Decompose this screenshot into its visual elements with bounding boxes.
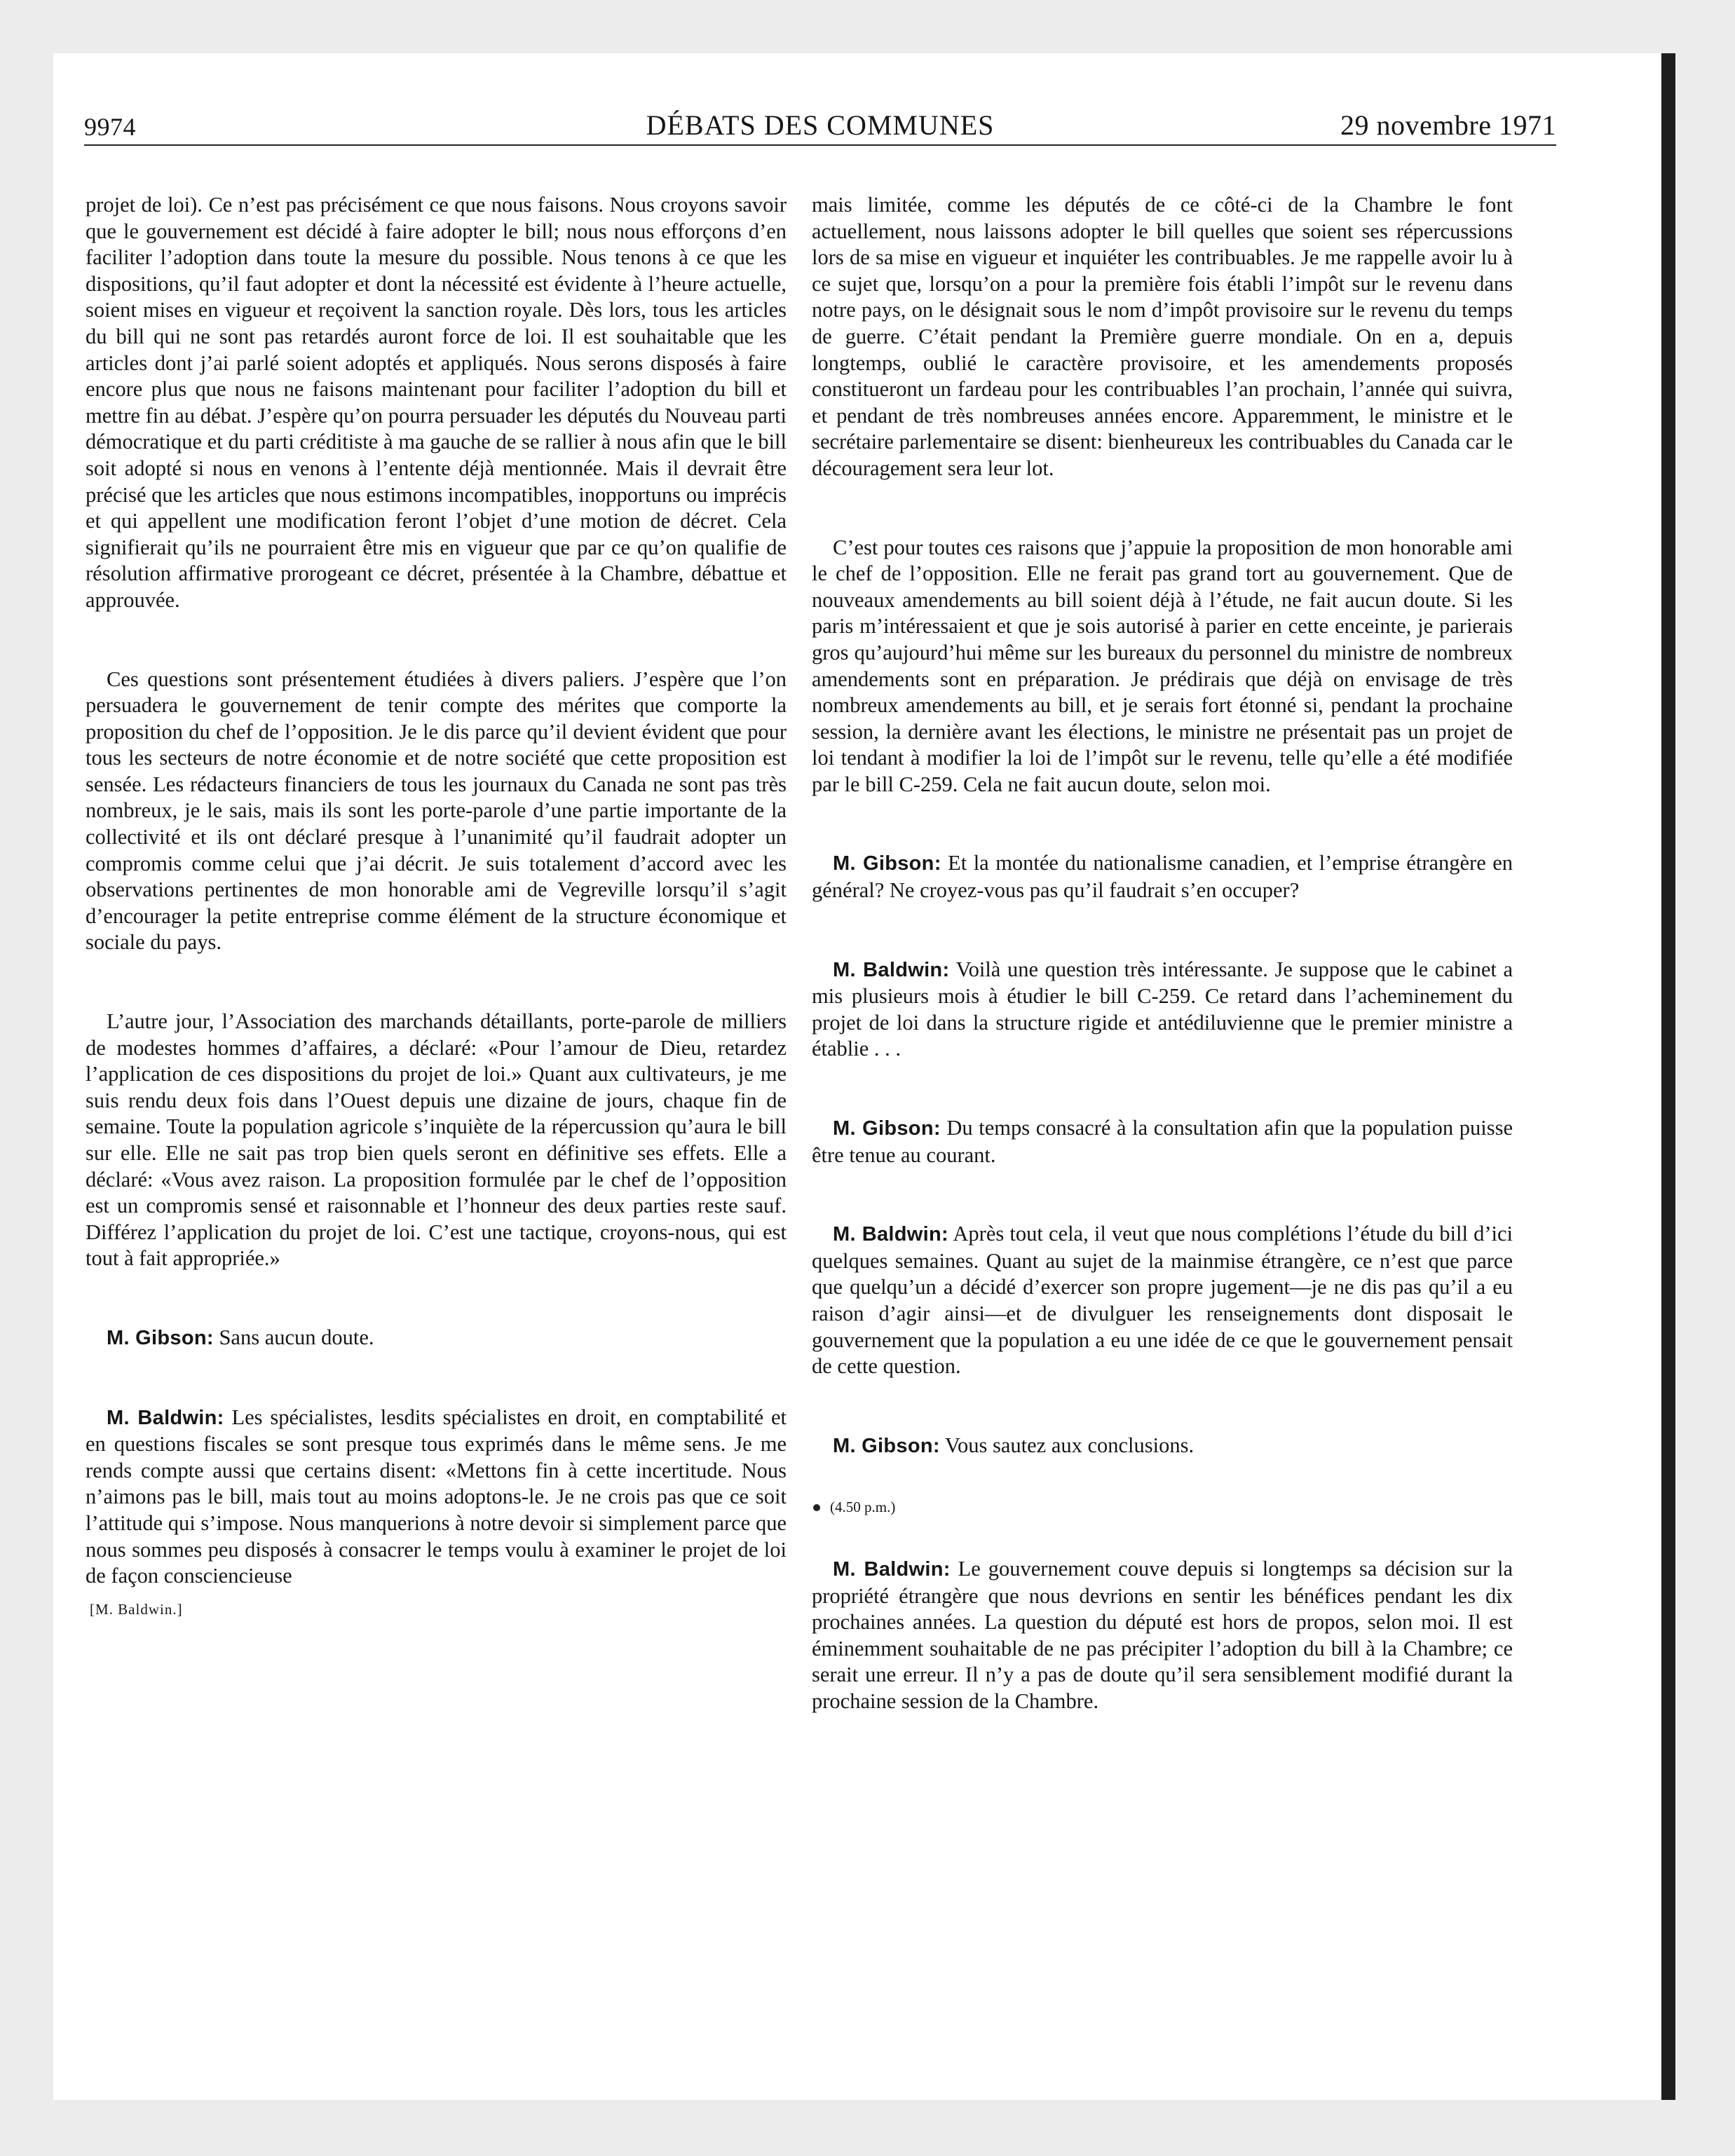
page-date: 29 novembre 1971 [1340,109,1556,141]
time-stamp-text: (4.50 p.m.) [830,1499,896,1516]
speaker-name: M. Baldwin: [107,1406,224,1429]
speaker-name: M. Gibson: [833,852,941,875]
speech-text: Sans aucun doute. [213,1325,374,1349]
bullet-icon [813,1504,820,1511]
speech-text: Voilà une question très intéressante. Je suppose que le cabinet a mis plusieurs mois à étudier le bill C-259. Ce retard dans l’acheminement du projet de loi dans la structure rigide et antédiluvienne que le premier ministre a établie . . . [812,957,1513,1061]
speech-paragraph [812,850,1513,903]
page-number: 9974 [84,113,136,141]
speaker-footnote: [M. Baldwin.] [90,1600,183,1618]
speech-text: Après tout cela, il veut que nous complétions l’étude du bill d’ici quelques semaines. Quant au sujet de la mainmise étrangère, ce n’est que parce que quelqu’un a décidé d’exercer son propre jugement—je ne dis pas qu’il a eu raison d’agir ainsi—et de divulguer les renseignements dont disposait le gouvernement que la population a eu une idée de ce que le gouvernement pensait de cette question. [812,1222,1513,1379]
speech-text: Le gouvernement couve depuis si longtemps sa décision sur la propriété étrangère que nous devrions en sentir les bénéfices pendant les dix prochaines années. La question du député est hors de propos, selon moi. Il est éminemment souhaitable de ne pas précipiter l’adoption du bill à la Chambre; ce serait une erreur. Il n’y a pas de doute qu’il sera sensiblement modifié durant la prochaine session de la Chambre. [812,1556,1513,1713]
speaker-name: M. Baldwin: [833,958,950,981]
speech-paragraph [86,1405,787,1590]
speaker-name: M. Gibson: [833,1434,940,1457]
paragraph: mais limitée, comme les députés de ce côté-ci de la Chambre le font actuellement, nous laissons adopter le bill quelles que soient ses répercussions lors de sa mise en vigueur et inquiéter les contribuables. Je me rappelle avoir lu à ce sujet que, lorsqu’on a pour la première fois établi l’impôt sur le revenu dans notre pays, on le désignait sous le nom d’impôt provisoire sur le revenu du temps de guerre. C’était pendant la Première guerre mondiale. On en a, depuis longtemps, oublié le caractère provisoire, et les amendements proposés constitueront un fardeau pour les contribuables l’an prochain, l’année qui suivra, et pendant de très nombreuses années encore. Apparemment, le ministre et le secrétaire parlementaire se disent: bienheureux les contribuables du Canada car le découragement sera leur lot. [812,193,1513,480]
time-stamp [813,1494,1513,1521]
speaker-name: M. Gibson: [833,1117,941,1140]
speech-paragraph [812,1433,1513,1460]
paragraph: Ces questions sont présentement étudiées à divers paliers. J’espère que l’on persuadera le gouvernement de tenir compte des mérites que comporte la proposition du chef de l’opposition. Je le dis parce qu’il devient évident que pour tous les secteurs de notre économie et de notre société que cette proposition est sensée. Les rédacteurs financiers de tous les journaux du Canada ne sont pas très nombreux, je le sais, mais ils sont les porte-parole d’une partie importante de la collectivité et ils ont déclaré presque à l’unanimité qu’il faudrait adopter un compromis comme celui que j’ai décrit. Je suis totalement d’accord avec les observations pertinentes de mon honorable ami de Vegreville lorsqu’il s’agit d’encourager la petite entreprise comme élément de la structure économique et sociale du pays. [86,667,787,955]
paragraph: L’autre jour, l’Association des marchands détaillants, porte-parole de milliers de modestes hommes d’affaires, a déclaré: «Pour l’amour de Dieu, retardez l’application de ces dispositions du projet de loi.» Quant aux cultivateurs, je me suis rendu deux fois dans l’Ouest depuis une dizaine de jours, chaque fin de semaine. Toute la population agricole s’inquiète de la répercussion qu’aura le bill sur elle. Elle ne sait pas trop bien quels seront en définitive ses effets. Elle a déclaré: «Vous avez raison. La proposition formulée par le chef de l’opposition est un compromis sensé et raisonnable et l’honneur des deux parties reste sauf. Différez l’application du projet de loi. C’est une tactique, croyons-nous, qui est tout à fait appropriée.» [86,1009,787,1271]
paragraph: projet de loi). Ce n’est pas précisément ce que nous faisons. Nous croyons savoir que le gouvernement est décidé à faire adopter le bill; nous nous efforçons d’en faciliter l’adoption dans toute la mesure du possible. Nous tenons à ce que les dispositions, qu’il faut adopter et dont la nécessité est évidente à l’heure actuelle, soient mises en vigueur et reçoivent la sanction royale. Dès lors, tous les articles du bill qui ne sont pas retardés auront force de loi. Il est souhaitable que les articles dont j’ai parlé soient adoptés et appliqués. Nous serons disposés à faire encore plus que nous ne faisons maintenant pour faciliter l’adoption du bill et mettre fin au débat. J’espère qu’on pourra persuader les députés du Nouveau parti démocratique et du parti créditiste à ma gauche de se rallier à nous afin que le bill soit adopté si nous en venons à l’entente déjà mentionnée. Mais il devrait être précisé que les articles que nous estimons incompatibles, inopportuns ou imprécis et qui appellent une modification feront l’objet d’une motion de décret. Cela signifierait qu’ils ne pourraient être mis en vigueur que par ce qu’on qualifie de résolution affirmative prorogeant ce décret, présentée à la Chambre, débattue et approuvée. [86,193,787,612]
speaker-name: M. Gibson: [107,1326,214,1349]
speech-paragraph [812,1556,1513,1715]
page-title: DÉBATS DES COMMUNES [646,109,995,141]
page-header [84,100,1556,146]
speaker-name: M. Baldwin: [833,1223,948,1246]
speech-text: Et la montée du nationalisme canadien, et l’emprise étrangère en général? Ne croyez-vous pas qu’il faudrait s’en occuper? [812,851,1513,903]
speech-text: Du temps consacré à la consultation afin que la population puisse être tenue au courant. [812,1116,1513,1167]
paragraph: C’est pour toutes ces raisons que j’appuie la proposition de mon honorable ami le chef de l’opposition. Elle ne ferait pas grand tort au gouvernement. Que de nouveaux amendements au bill soient déjà à l’étude, ne fait aucun doute. Si les paris m’intéressaient et que je sois autorisé à parier en cette enceinte, je parierais gros qu’aujourd’hui même sur les bureaux du personnel du ministre de nombreux amendements sont en préparation. Je prédirais que déjà on envisage de très nombreux amendements au bill, et je serais fort étonné si, pendant la prochaine session, la dernière avant les élections, le ministre ne présentait pas un projet de loi tendant à modifier la loi de l’impôt sur le revenu, telle qu’elle a été modifiée par le bill C-259. Cela ne fait aucun doute, selon moi. [812,535,1513,796]
scan-edge [1661,53,1675,2100]
speech-paragraph [86,1325,787,1352]
right-column [812,192,1513,1715]
speech-paragraph [812,1221,1513,1380]
speech-paragraph [812,957,1513,1063]
left-column [86,192,787,1623]
speech-text: Les spécialistes, lesdits spécialistes en droit, en comptabilité et en questions fiscales se sont presque tous exprimés dans le même sens. Je me rends compte aussi que certains disent: «Mettons fin à cette incertitude. Nous n’aimons pas le bill, mais tout au moins adoptons-le. Je ne crois pas que ce soit l’attitude qui s’impose. Nous manquerions à notre devoir si simplement parce que nous sommes peu disposés à consacrer le temps voulu à examiner le projet de loi de façon consciencieuse [86,1405,787,1588]
speaker-name: M. Baldwin: [833,1557,951,1581]
speech-paragraph [812,1115,1513,1168]
speech-text: Vous sautez aux conclusions. [939,1433,1195,1457]
